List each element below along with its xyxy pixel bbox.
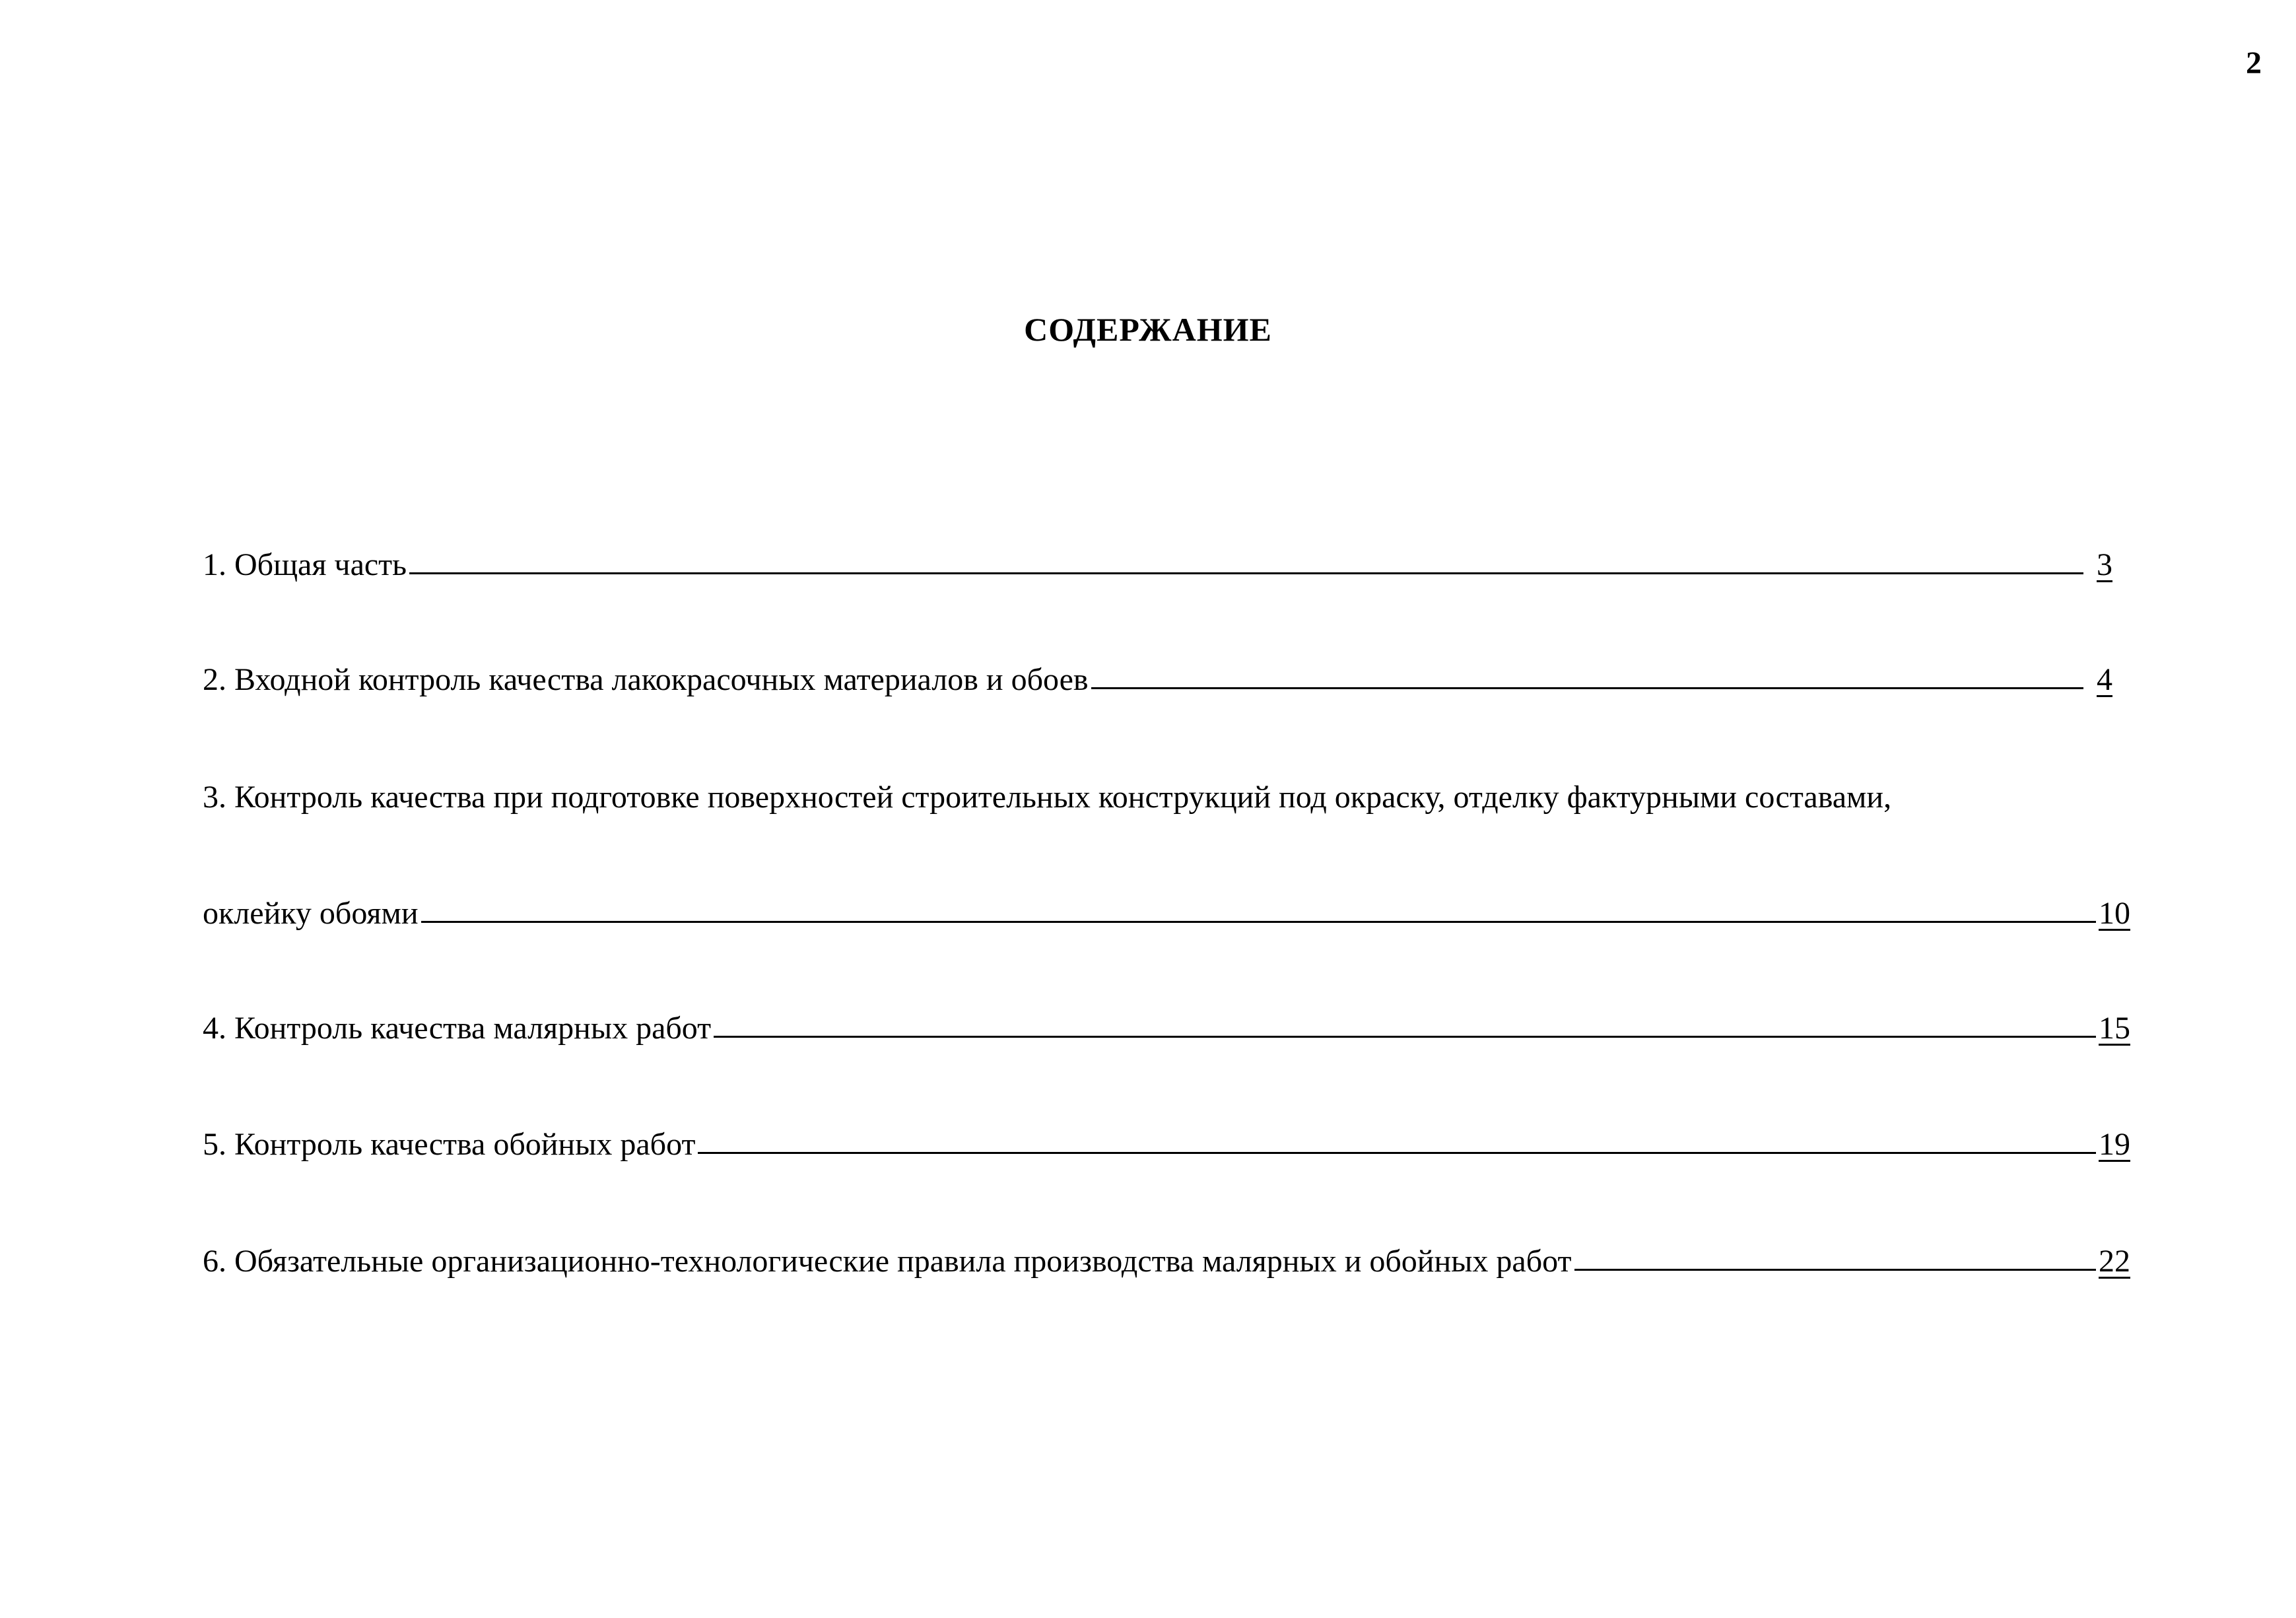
toc-entry-page: 19 <box>2099 1127 2130 1162</box>
toc-entry-page: 22 <box>2099 1244 2130 1279</box>
leader-line <box>1091 687 2083 689</box>
toc-entry-text: оклейку обоями <box>203 896 419 931</box>
toc-entry-page: 15 <box>2099 1011 2130 1046</box>
toc-entry-text: 5. Контроль качества обойных работ <box>203 1127 696 1162</box>
toc-entry-page: 3 <box>2097 547 2112 582</box>
toc-entry-2[interactable] <box>203 664 2112 696</box>
leader-line <box>409 572 2083 574</box>
page-number: 2 <box>2246 46 2262 81</box>
toc-entry-text: 1. Общая часть <box>203 547 407 582</box>
toc-entry-1[interactable] <box>203 549 2112 581</box>
toc-entry-3[interactable] <box>203 898 2130 929</box>
toc-entry-5[interactable] <box>203 1129 2130 1161</box>
toc-entry-3-line1[interactable]: 3. Контроль качества при подготовке поверхностей строительных конструкций под окраску, отделку фактурными составами, <box>203 780 1892 815</box>
toc-entry-text: 2. Входной контроль качества лакокрасочных материалов и обоев <box>203 662 1089 697</box>
toc-entry-text: 4. Контроль качества малярных работ <box>203 1011 712 1046</box>
leader-line <box>698 1152 2096 1154</box>
toc-entry-page: 10 <box>2099 896 2130 931</box>
leader-line <box>421 921 2096 923</box>
leader-line <box>714 1036 2096 1038</box>
toc-entry-page: 4 <box>2097 662 2112 697</box>
leader-line <box>1574 1269 2097 1271</box>
page-title: СОДЕРЖАНИЕ <box>1024 311 1272 348</box>
toc-entry-4[interactable] <box>203 1013 2130 1044</box>
toc-entry-text: 6. Обязательные организационно-технологические правила производства малярных и обойных работ <box>203 1244 1572 1279</box>
toc-entry-6[interactable] <box>203 1246 2130 1277</box>
